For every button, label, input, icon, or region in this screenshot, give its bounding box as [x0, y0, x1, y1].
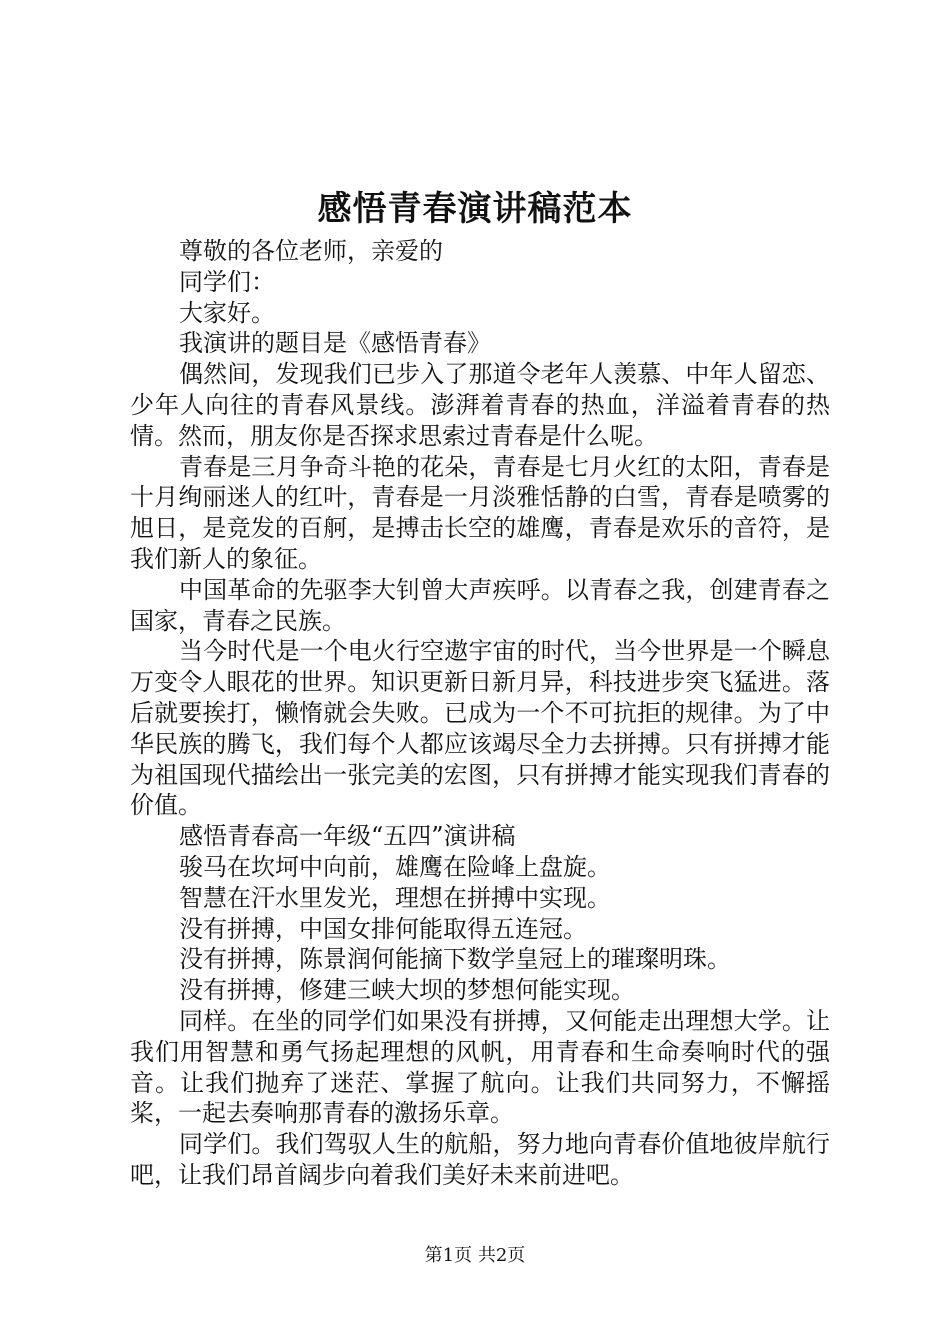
paragraph: 没有拼搏，修建三峡大坝的梦想何能实现。 — [179, 976, 635, 1005]
paragraph: 中国革命的先驱李大钊曾大声疾呼。以青春之我，创建青春之国家，青春之民族。 — [130, 575, 830, 635]
paragraph: 同学们： — [179, 267, 275, 296]
paragraph: 尊敬的各位老师，亲爱的 — [179, 237, 443, 265]
paragraph: 同样。在坐的同学们如果没有拼搏，又何能走出理想大学。让我们用智慧和勇气扬起理想的风帆，用青春和生命奏响时代的强音。让我们抛弃了迷茫、掌握了航向。让我们共同努力，不懈摇桨，一起去奏响那青春的激扬乐章。 — [130, 1006, 830, 1128]
document-body — [130, 236, 830, 1191]
paragraph: 没有拼搏，陈景润何能摘下数学皇冠上的璀璨明珠。 — [179, 945, 731, 974]
paragraph: 骏马在坎坷中向前，雄鹰在险峰上盘旋。 — [179, 852, 611, 881]
paragraph: 大家好。 — [179, 298, 275, 327]
paragraph: 同学们。我们驾驭人生的航船，努力地向青春价值地彼岸航行吧，让我们昂首阔步向着我们美好未来前进吧。 — [130, 1130, 830, 1189]
document-title: 感悟青春演讲稿范本 — [317, 189, 633, 229]
paragraph: 当今时代是一个电火行空遨宇宙的时代，当今世界是一个瞬息万变令人眼花的世界。知识更新日新月异，科技进步突飞猛进。落后就要挨打，懒惰就会失败。已成为一个不可抗拒的规律。为了中华民族的腾飞，我们每个人都应该竭尽全力去拼搏。只有拼搏才能为祖国现代描绘出一张完美的宏图，只有拼搏才能实现我们青春的价值。 — [130, 637, 830, 820]
paragraph: 我演讲的题目是《感悟青春》 — [179, 329, 491, 358]
paragraph: 没有拼搏，中国女排何能取得五连冠。 — [179, 914, 587, 943]
paragraph: 智慧在汗水里发光，理想在拼搏中实现。 — [179, 883, 611, 912]
page-number-footer: 第1页 共2页 — [424, 1245, 526, 1266]
paragraph: 偶然间，发现我们已步入了那道令老年人羡慕、中年人留恋、少年人向往的青春风景线。澎湃着青春的热血，洋溢着青春的热情。然而，朋友你是否探求思索过青春是什么呢。 — [130, 360, 830, 450]
paragraph: 感悟青春高一年级“五四”演讲稿 — [179, 822, 516, 851]
paragraph: 青春是三月争奇斗艳的花朵，青春是七月火红的太阳，青春是十月绚丽迷人的红叶，青春是一月淡雅恬静的白雪，青春是喷雾的旭日，是竞发的百舸，是搏击长空的雄鹰，青春是欢乐的音符，是我们新人的象征。 — [130, 452, 830, 573]
